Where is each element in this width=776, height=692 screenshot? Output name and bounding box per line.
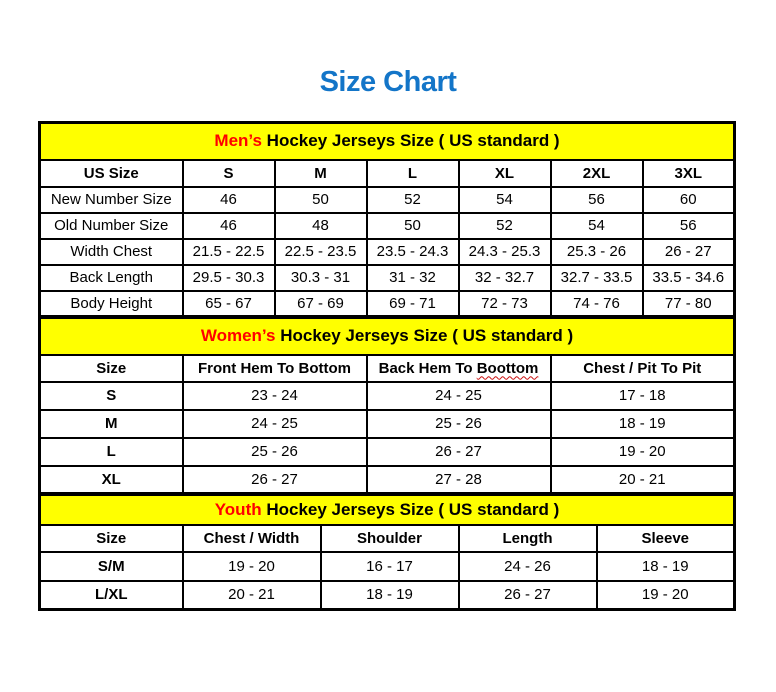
mens-value-cell: 32 - 32.7: [459, 265, 551, 291]
womens-value-cell: 26 - 27: [367, 438, 551, 466]
youth-col-header: Sleeve: [597, 525, 735, 552]
youth-value-cell: 24 - 26: [459, 552, 597, 581]
mens-section-band: [40, 123, 735, 160]
womens-value-cell: 20 - 21: [551, 466, 735, 494]
mens-value-cell: 33.5 - 34.6: [643, 265, 735, 291]
mens-size-table: [38, 121, 736, 318]
mens-value-cell: 54: [551, 213, 643, 239]
youth-value-cell: 26 - 27: [459, 581, 597, 610]
mens-value-cell: 69 - 71: [367, 291, 459, 317]
mens-row-label: New Number Size: [40, 187, 183, 213]
mens-row-width-chest: [40, 239, 735, 265]
womens-value-cell: 23 - 24: [183, 382, 367, 410]
mens-value-cell: 23.5 - 24.3: [367, 239, 459, 265]
mens-value-cell: 54: [459, 187, 551, 213]
mens-value-cell: 30.3 - 31: [275, 265, 367, 291]
mens-value-cell: 25.3 - 26: [551, 239, 643, 265]
back-hem-prefix: Back Hem To: [378, 359, 477, 377]
mens-row-old-number: [40, 213, 735, 239]
mens-row-body-height: [40, 291, 735, 317]
youth-col-header: Length: [459, 525, 597, 552]
youth-title-rest: Hockey Jerseys Size ( US standard ): [261, 499, 560, 519]
womens-value-cell: 18 - 19: [551, 410, 735, 438]
mens-row-label: Back Length: [40, 265, 183, 291]
mens-value-cell: 24.3 - 25.3: [459, 239, 551, 265]
mens-value-cell: 22.5 - 23.5: [275, 239, 367, 265]
womens-value-cell: 26 - 27: [183, 466, 367, 494]
youth-row-label: L/XL: [40, 581, 183, 610]
mens-value-cell: 77 - 80: [643, 291, 735, 317]
youth-value-cell: 20 - 21: [183, 581, 321, 610]
mens-value-cell: 48: [275, 213, 367, 239]
mens-row-back-length: [40, 265, 735, 291]
mens-value-cell: 65 - 67: [183, 291, 275, 317]
womens-highlight: Women’s: [200, 326, 276, 346]
mens-value-cell: 52: [459, 213, 551, 239]
womens-section-title: [40, 318, 735, 355]
page-title: Size Chart: [319, 66, 457, 98]
youth-value-cell: 19 - 20: [183, 552, 321, 581]
womens-value-cell: 27 - 28: [367, 466, 551, 494]
youth-value-cell: 16 - 17: [321, 552, 459, 581]
mens-row-label: Width Chest: [40, 239, 183, 265]
womens-col-header: Size: [40, 355, 183, 382]
mens-row-new-number: [40, 187, 735, 213]
youth-row-label: S/M: [40, 552, 183, 581]
mens-col-header: S: [183, 160, 275, 187]
mens-highlight: Men’s: [214, 131, 262, 151]
mens-value-cell: 50: [367, 213, 459, 239]
womens-value-cell: 25 - 26: [367, 410, 551, 438]
mens-value-cell: 29.5 - 30.3: [183, 265, 275, 291]
mens-value-cell: 26 - 27: [643, 239, 735, 265]
mens-header-row: [40, 160, 735, 187]
womens-row-m: [40, 410, 735, 438]
womens-value-cell: 19 - 20: [551, 438, 735, 466]
mens-row-label: Old Number Size: [40, 213, 183, 239]
youth-size-table: [38, 493, 736, 611]
mens-value-cell: 50: [275, 187, 367, 213]
womens-value-cell: 24 - 25: [183, 410, 367, 438]
mens-col-header: 2XL: [551, 160, 643, 187]
womens-row-s: [40, 382, 735, 410]
mens-row-label: Body Height: [40, 291, 183, 317]
womens-row-xl: [40, 466, 735, 494]
youth-col-header: Size: [40, 525, 183, 552]
mens-value-cell: 67 - 69: [275, 291, 367, 317]
mens-value-cell: 52: [367, 187, 459, 213]
mens-value-cell: 72 - 73: [459, 291, 551, 317]
womens-value-cell: 25 - 26: [183, 438, 367, 466]
womens-value-cell: 17 - 18: [551, 382, 735, 410]
mens-value-cell: 56: [643, 213, 735, 239]
youth-value-cell: 18 - 19: [321, 581, 459, 610]
mens-col-header: XL: [459, 160, 551, 187]
womens-header-row: [40, 355, 735, 382]
mens-value-cell: 56: [551, 187, 643, 213]
youth-value-cell: 19 - 20: [597, 581, 735, 610]
womens-row-label: S: [40, 382, 183, 410]
mens-value-cell: 31 - 32: [367, 265, 459, 291]
mens-col-header: L: [367, 160, 459, 187]
womens-size-table: [38, 316, 736, 495]
mens-section-title: [40, 123, 735, 160]
mens-value-cell: 32.7 - 33.5: [551, 265, 643, 291]
mens-value-cell: 46: [183, 187, 275, 213]
womens-col-header: Chest / Pit To Pit: [551, 355, 735, 382]
mens-value-cell: 74 - 76: [551, 291, 643, 317]
womens-row-label: XL: [40, 466, 183, 494]
womens-row-label: L: [40, 438, 183, 466]
youth-header-row: [40, 525, 735, 552]
youth-section-title: [40, 495, 735, 525]
mens-value-cell: 46: [183, 213, 275, 239]
youth-row-lxl: [40, 581, 735, 610]
youth-row-sm: [40, 552, 735, 581]
mens-value-cell: 60: [643, 187, 735, 213]
youth-col-header: Chest / Width: [183, 525, 321, 552]
back-hem-misspelled-word: Boottom: [476, 359, 539, 377]
mens-col-header: 3XL: [643, 160, 735, 187]
womens-section-band: [40, 318, 735, 355]
mens-col-header: US Size: [40, 160, 183, 187]
womens-col-header: Front Hem To Bottom: [183, 355, 367, 382]
mens-col-header: M: [275, 160, 367, 187]
womens-title-rest: Hockey Jerseys Size ( US standard ): [275, 326, 574, 346]
womens-row-label: M: [40, 410, 183, 438]
youth-value-cell: 18 - 19: [597, 552, 735, 581]
womens-col-header-back-hem: [367, 355, 551, 382]
youth-col-header: Shoulder: [321, 525, 459, 552]
mens-value-cell: 21.5 - 22.5: [183, 239, 275, 265]
youth-highlight: Youth: [214, 499, 262, 519]
womens-value-cell: 24 - 25: [367, 382, 551, 410]
mens-title-rest: Hockey Jerseys Size ( US standard ): [261, 131, 560, 151]
youth-section-band: [40, 495, 735, 525]
size-chart: [38, 121, 736, 611]
womens-row-l: [40, 438, 735, 466]
